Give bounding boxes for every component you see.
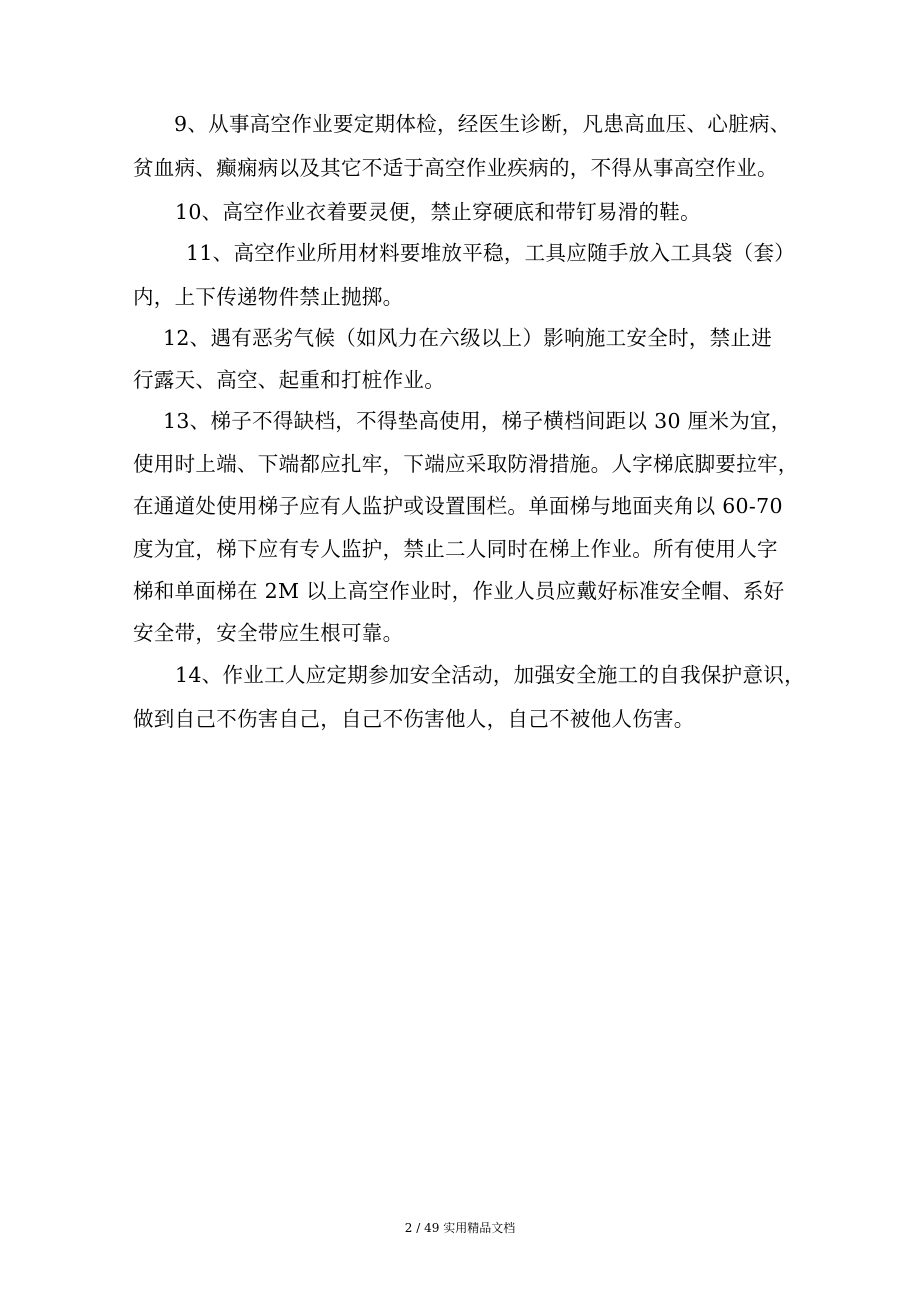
paragraph-13-line-6: 安全带，安全带应生根可靠。	[133, 621, 404, 645]
paragraph-13-line-5: 梯和单面梯在 2M 以上高空作业时，作业人员应戴好标准安全帽、系好	[133, 579, 785, 603]
page-footer: 2 / 49 实用精品文档	[404, 1221, 516, 1235]
paragraph-12-line-1: 12、遇有恶劣气候（如风力在六级以上）影响施工安全时，禁止进	[163, 326, 773, 350]
paragraph-14-line-1: 14、作业工人应定期参加安全活动，加强安全施工的自我保护意识，	[175, 663, 805, 687]
paragraph-13-line-4: 度为宜，梯下应有专人监护，禁止二人同时在梯上作业。所有使用人字	[133, 537, 778, 561]
paragraph-11-line-2: 内，上下传递物件禁止抛掷。	[133, 285, 404, 309]
paragraph-11-line-1: 11、高空作业所用材料要堆放平稳，工具应随手放入工具袋（套）	[186, 241, 796, 265]
paragraph-13-line-1: 13、梯子不得缺档，不得垫高使用，梯子横档间距以 30 厘米为宜，	[163, 409, 792, 433]
paragraph-13-line-2: 使用时上端、下端都应扎牢，下端应采取防滑措施。人字梯底脚要拉牢，	[133, 452, 799, 476]
paragraph-10-line-1: 10、高空作业衣着要灵便，禁止穿硬底和带钉易滑的鞋。	[175, 200, 701, 224]
paragraph-12-line-2: 行露天、高空、起重和打桩作业。	[133, 368, 445, 392]
paragraph-14-line-2: 做到自己不伤害自己，自己不伤害他人，自己不被他人伤害。	[133, 707, 695, 731]
paragraph-13-line-3: 在通道处使用梯子应有人监护或设置围栏。单面梯与地面夹角以 60-70	[133, 494, 783, 518]
paragraph-9-line-2: 贫血病、癫痫病以及其它不适于高空作业疾病的，不得从事高空作业。	[133, 156, 778, 180]
paragraph-9-line-1: 9、从事高空作业要定期体检，经医生诊断，凡患高血压、心脏病、	[174, 112, 791, 136]
